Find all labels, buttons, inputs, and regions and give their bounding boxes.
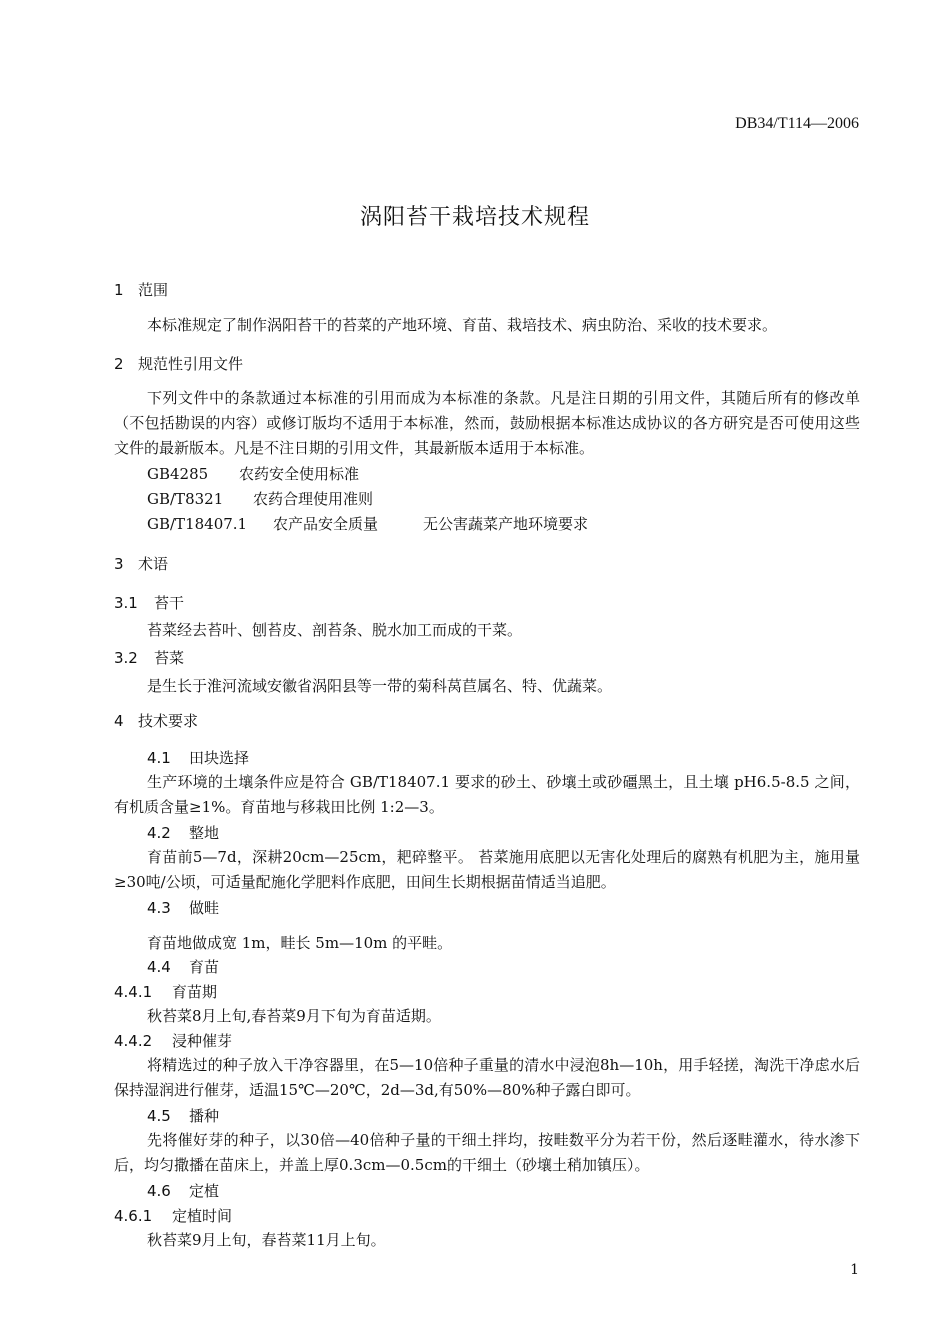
reference-code: GB/T8321 (147, 490, 224, 508)
reference-item (147, 488, 373, 509)
clause-title: 整地 (189, 824, 220, 842)
term-number: 3.1 (114, 594, 138, 612)
clause-4-6-heading (147, 1180, 219, 1201)
reference-name: 农药合理使用准则 (253, 490, 374, 508)
clause-number: 4.4.2 (114, 1032, 153, 1050)
clause-number: 4.3 (147, 899, 171, 917)
section-number: 3 (114, 555, 124, 573)
term-title: 苔干 (154, 594, 185, 612)
section-number: 1 (114, 281, 124, 299)
section-number: 4 (114, 712, 124, 730)
clause-title: 做畦 (189, 899, 220, 917)
clause-4-1-heading (147, 747, 249, 768)
term-3-2-text: 是生长于淮河流域安徽省涡阳县等一带的菊科莴苣属名、特、优蔬菜。 (147, 677, 613, 695)
reference-code: GB/T18407.1 (147, 515, 248, 533)
clause-4-4-1-heading (114, 981, 217, 1002)
clause-4-5-text: 先将催好芽的种子，以30倍—40倍种子量的干细土拌均，按畦数平分为若干份，然后逐畦灌水，待水渗下后，均匀撒播在苗床上，并盖上厚0.3cm—0.5cm的干细土（砂壤土稍加镇压）。 (114, 1131, 860, 1174)
clause-number: 4.4.1 (114, 983, 153, 1001)
clause-4-1-text: 生产环境的土壤条件应是符合 GB/T18407.1 要求的砂土、砂壤土或砂礓黑土，且土壤 pH6.5-8.5 之间，有机质含量≥1%。育苗地与移栽田比例 1:2—3。 (114, 773, 860, 816)
clause-number: 4.4 (147, 958, 171, 976)
clause-title: 定植 (189, 1182, 220, 1200)
term-3-1-text: 苔菜经去苔叶、刨苔皮、剖苔条、脱水加工而成的干菜。 (147, 621, 523, 639)
clause-4-4-2-heading (114, 1030, 232, 1051)
section-2-text: 下列文件中的条款通过本标准的引用而成为本标准的条款。凡是注日期的引用文件，其随后所有的修改单（不包括勘误的内容）或修订版均不适用于本标准，然而，鼓励根据本标准达成协议的各方研究是否可使用这些文件的最新版本。凡是不注日期的引用文件，其最新版本适用于本标准。 (114, 389, 860, 457)
clause-4-6-1-heading (114, 1205, 232, 1226)
reference-name: 农产品安全质量 (273, 515, 379, 533)
section-title: 范围 (138, 281, 169, 299)
clause-number: 4.6.1 (114, 1207, 153, 1225)
clause-title: 浸种催芽 (172, 1032, 233, 1050)
clause-title: 育苗期 (172, 983, 218, 1001)
clause-4-4-heading (147, 956, 219, 977)
reference-code: GB4285 (147, 465, 209, 483)
clause-title: 田块选择 (189, 749, 250, 767)
term-number: 3.2 (114, 649, 138, 667)
term-title: 苔菜 (154, 649, 185, 667)
reference-item (147, 463, 359, 484)
clause-4-2-text: 育苗前5—7d，深耕20cm—25cm，耙碎整平。 苔菜施用底肥以无害化处理后的腐熟有机肥为主，施用量≥30吨/公顷，可适量配施化学肥料作底肥，田间生长期根据苗情适当追肥。 (114, 848, 860, 891)
section-title: 术语 (138, 555, 169, 573)
page-title: 涡阳苔干栽培技术规程 (359, 205, 590, 230)
reference-extra: 无公害蔬菜产地环境要求 (423, 515, 589, 533)
clause-title: 育苗 (189, 958, 220, 976)
clause-4-4-1-text: 秋苔菜8月上旬,春苔菜9月下旬为育苗适期。 (147, 1007, 441, 1025)
clause-title: 定植时间 (172, 1207, 233, 1225)
clause-4-2-heading (147, 822, 219, 843)
document-code: DB34/T114—2006 (735, 115, 859, 132)
clause-4-3-heading (147, 897, 219, 918)
clause-number: 4.2 (147, 824, 171, 842)
clause-4-4-2-text: 将精选过的种子放入干净容器里，在5—10倍种子重量的清水中浸泡8h—10h，用手轻搓，淘洗干净虑水后保持湿润进行催芽，适温15℃—20℃，2d—3d,有50%—80%种子露白即可。 (114, 1056, 860, 1099)
section-title: 规范性引用文件 (138, 355, 244, 373)
section-number: 2 (114, 355, 124, 373)
clause-4-3-text: 育苗地做成宽 1m，畦长 5m—10m 的平畦。 (147, 934, 453, 952)
clause-4-5-heading (147, 1105, 219, 1126)
section-4-heading (114, 710, 198, 731)
term-3-2-heading (114, 647, 184, 668)
clause-4-6-1-text: 秋苔菜9月上旬，春苔菜11月上旬。 (147, 1231, 386, 1249)
clause-title: 播种 (189, 1107, 220, 1125)
term-3-1-heading (114, 592, 184, 613)
page-number: 1 (850, 1262, 859, 1278)
clause-number: 4.6 (147, 1182, 171, 1200)
reference-item (147, 513, 588, 534)
section-3-heading (114, 553, 168, 574)
section-2-heading (114, 353, 243, 374)
section-1-heading (114, 279, 168, 300)
clause-number: 4.1 (147, 749, 171, 767)
clause-number: 4.5 (147, 1107, 171, 1125)
section-title: 技术要求 (138, 712, 199, 730)
reference-name: 农药安全使用标准 (239, 465, 360, 483)
section-1-text: 本标准规定了制作涡阳苔干的苔菜的产地环境、育苗、栽培技术、病虫防治、采收的技术要求。 (147, 316, 778, 334)
